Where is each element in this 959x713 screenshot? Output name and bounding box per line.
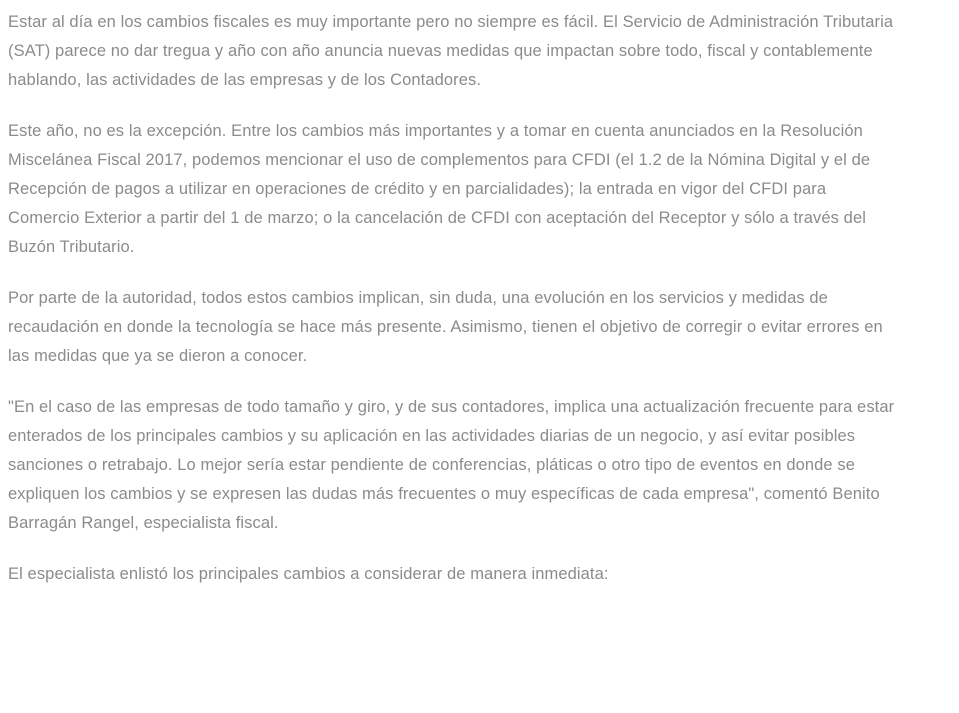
article-paragraph: El especialista enlistó los principales cambios a considerar de manera inmediata: bbox=[8, 565, 609, 583]
article-paragraph: Este año, no es la excepción. Entre los cambios más importantes y a tomar en cuenta anunciados en la Resolución Miscelánea Fiscal 2017, podemos mencionar el uso de complementos para CFDI (el 1.2 de la Nómina Digital y el de Recepción de pagos a utilizar en operaciones de crédito y en parcialidades); la entrada en vigor del CFDI para Comercio Exterior a partir del 1 de marzo; o la cancelación de CFDI con aceptación del Receptor y sólo a través del Buzón Tributario. bbox=[8, 122, 871, 256]
article-paragraph: Estar al día en los cambios fiscales es muy importante pero no siempre es fácil. El Servicio de Administración Tributaria (SAT) parece no dar tregua y año con año anuncia nuevas medidas que impactan sobre todo, fiscal y contablemente hablando, las actividades de las empresas y de los Contadores. bbox=[8, 13, 894, 89]
article-paragraph: "En el caso de las empresas de todo tamaño y giro, y de sus contadores, implica una actualización frecuente para estar enterados de los principales cambios y su aplicación en las actividades diarias de un negocio, y así evitar posibles sanciones o retrabajo. Lo mejor sería estar pendiente de conferencias, pláticas o otro tipo de eventos en donde se expliquen los cambios y se expresen las dudas más frecuentes o muy específicas de cada empresa", comentó Benito Barragán Rangel, especialista fiscal. bbox=[8, 398, 895, 532]
article-paragraph: Por parte de la autoridad, todos estos cambios implican, sin duda, una evolución en los servicios y medidas de recaudación en donde la tecnología se hace más presente. Asimismo, tienen el objetivo de corregir o evitar errores en las medidas que ya se dieron a conocer. bbox=[8, 289, 883, 365]
